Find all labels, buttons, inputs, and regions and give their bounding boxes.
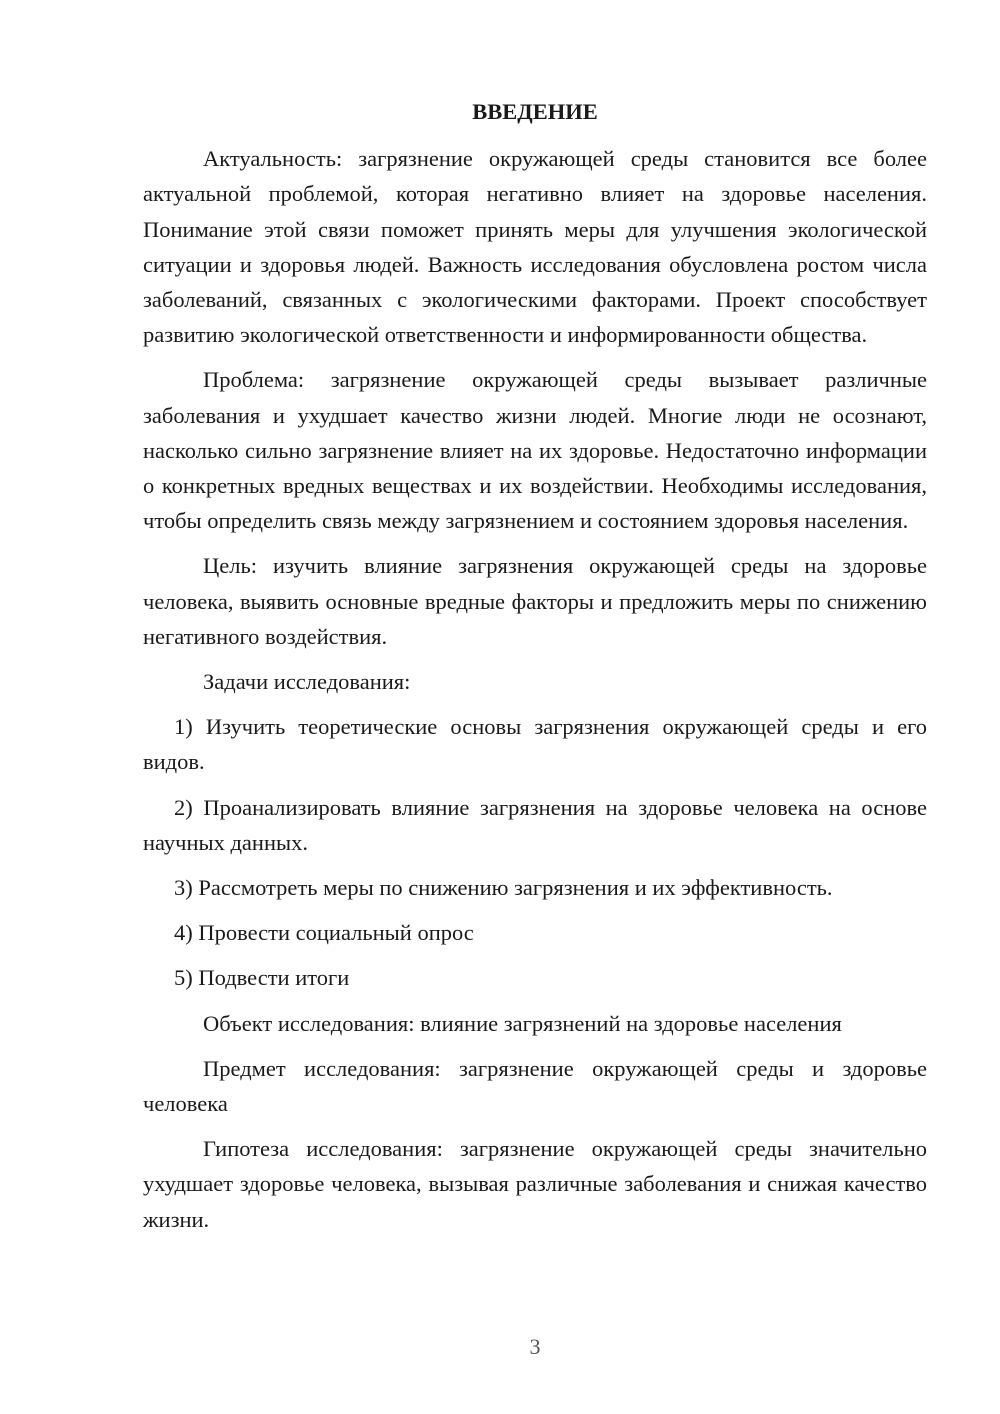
task-item: 1) Изучить теоретические основы загрязнения окружающей среды и его видов. xyxy=(143,714,927,775)
problem-paragraph: Проблема: загрязнение окружающей среды вызывает различные заболевания и ухудшает качество жизни людей. Многие люди не осознают, насколько сильно загрязнение влияет на их здоровье. Недостаточно информации о конкретных вредных веществах и их воздействии. Необходимы исследования, чтобы определить связь между загрязнением и состоянием здоровья населения. xyxy=(143,367,927,534)
task-item: 4) Провести социальный опрос xyxy=(174,920,474,946)
task-item: 5) Подвести итоги xyxy=(174,965,350,991)
relevance-paragraph: Актуальность: загрязнение окружающей среды становится все более актуальной проблемой, которая негативно влияет на здоровье населения. Понимание этой связи поможет принять меры для улучшения экологической ситуации и здоровья людей. Важность исследования обусловлена ростом числа заболеваний, связанных с экологическими факторами. Проект способствует развитию экологической ответственности и информированности общества. xyxy=(143,146,927,348)
task-item: 3) Рассмотреть меры по снижению загрязнения и их эффективность. xyxy=(174,875,833,901)
subject-paragraph: Предмет исследования: загрязнение окружающей среды и здоровье человека xyxy=(143,1055,927,1117)
task-item: 2) Проанализировать влияние загрязнения на здоровье человека на основе научных данных. xyxy=(143,794,927,855)
hypothesis-paragraph: Гипотеза исследования: загрязнение окружающей среды значительно ухудшает здоровье человека, вызывая различные заболевания и снижая качество жизни. xyxy=(143,1136,927,1232)
section-title: ВВЕДЕНИЕ xyxy=(472,99,598,124)
object-paragraph: Объект исследования: влияние загрязнений на здоровье населения xyxy=(203,1010,842,1036)
document-body xyxy=(143,94,927,1247)
tasks-heading: Задачи исследования: xyxy=(203,669,411,695)
page-number: 3 xyxy=(529,1334,541,1359)
goal-paragraph: Цель: изучить влияние загрязнения окружающей среды на здоровье человека, выявить основные вредные факторы и предложить меры по снижению негативного воздействия. xyxy=(143,553,927,649)
